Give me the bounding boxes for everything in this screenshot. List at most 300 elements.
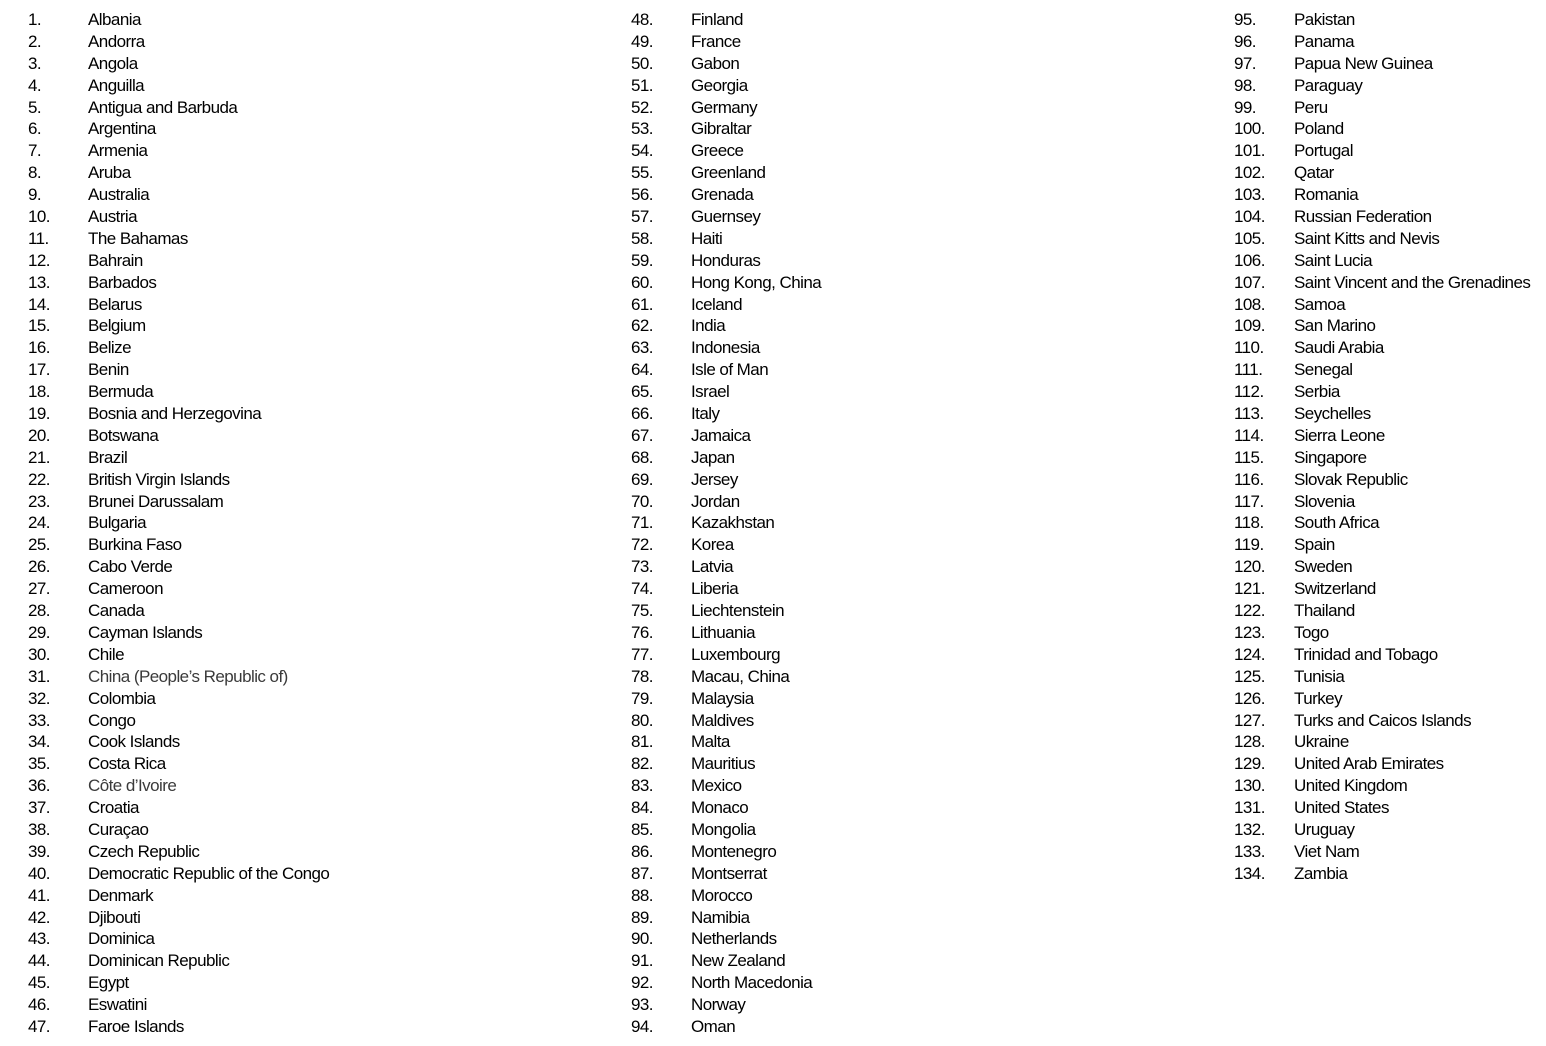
- country-name: Jersey: [691, 469, 738, 489]
- list-item-number: 7.: [28, 141, 42, 161]
- country-name: Guernsey: [691, 207, 761, 227]
- list-item-number: 117.: [1234, 491, 1264, 511]
- country-name: Colombia: [88, 688, 156, 708]
- list-item-number: 125.: [1234, 666, 1265, 686]
- list-item: [631, 578, 821, 600]
- list-item-number: 18.: [28, 382, 50, 402]
- country-name: Luxembourg: [691, 644, 781, 664]
- list-item-number: 95.: [1234, 10, 1256, 29]
- list-item: [28, 994, 329, 1016]
- list-item-number: 108.: [1234, 294, 1265, 314]
- list-item: [28, 294, 329, 316]
- list-item-number: 77.: [631, 644, 653, 664]
- country-name: South Africa: [1294, 513, 1380, 533]
- list-item: [28, 819, 329, 841]
- country-name: Antigua and Barbuda: [88, 97, 238, 117]
- list-item: [631, 162, 821, 184]
- country-name: Barbados: [88, 272, 157, 292]
- country-name: Romania: [1294, 185, 1359, 205]
- list-item-number: 50.: [631, 53, 653, 73]
- list-item: [631, 775, 821, 797]
- country-name: Gabon: [691, 53, 740, 73]
- list-item: [1234, 731, 1530, 753]
- list-item-number: 120.: [1234, 557, 1265, 577]
- list-item: [631, 556, 821, 578]
- country-name: Finland: [691, 10, 743, 29]
- list-item: [1234, 359, 1530, 381]
- list-item: [1234, 381, 1530, 403]
- list-item-number: 130.: [1234, 776, 1265, 796]
- country-name: Israel: [691, 382, 730, 402]
- list-item: [28, 534, 329, 556]
- country-name: North Macedonia: [691, 973, 813, 993]
- list-item: [631, 972, 821, 994]
- list-item-number: 37.: [28, 798, 50, 818]
- list-item-number: 33.: [28, 710, 50, 730]
- country-name: Italy: [691, 404, 720, 424]
- country-name: Viet Nam: [1294, 841, 1360, 861]
- list-item-number: 80.: [631, 710, 653, 730]
- list-item: [1234, 447, 1530, 469]
- list-item-number: 112.: [1234, 382, 1264, 402]
- list-item-number: 29.: [28, 622, 50, 642]
- country-name: Pakistan: [1294, 10, 1355, 29]
- country-name: Cayman Islands: [88, 622, 203, 642]
- list-item: [631, 381, 821, 403]
- list-item-number: 129.: [1234, 754, 1265, 774]
- country-name: Singapore: [1294, 447, 1367, 467]
- list-item-number: 66.: [631, 404, 653, 424]
- list-item: [1234, 337, 1530, 359]
- list-item: [28, 469, 329, 491]
- country-name: Djibouti: [88, 907, 141, 927]
- list-item: [1234, 469, 1530, 491]
- list-item: [1234, 31, 1530, 53]
- list-item-number: 79.: [631, 688, 653, 708]
- country-name: Curaçao: [88, 819, 149, 839]
- list-item-number: 43.: [28, 929, 50, 949]
- list-item: [28, 644, 329, 666]
- list-item-number: 92.: [631, 973, 653, 993]
- country-name: Dominican Republic: [88, 951, 230, 971]
- list-item: [28, 162, 329, 184]
- list-item-number: 60.: [631, 272, 653, 292]
- list-item-number: 61.: [631, 294, 653, 314]
- country-name: Hong Kong, China: [691, 272, 822, 292]
- country-name: Indonesia: [691, 338, 760, 358]
- country-name: India: [691, 316, 726, 336]
- list-item-number: 2.: [28, 31, 42, 51]
- list-item: [631, 315, 821, 337]
- list-item: [631, 841, 821, 863]
- list-item: [631, 907, 821, 929]
- country-name: Zambia: [1294, 863, 1348, 883]
- country-name: Brazil: [88, 447, 128, 467]
- country-name: Portugal: [1294, 141, 1353, 161]
- list-item-number: 49.: [631, 31, 653, 51]
- country-name: Seychelles: [1294, 404, 1371, 424]
- list-item-number: 101.: [1234, 141, 1265, 161]
- list-item-number: 124.: [1234, 644, 1265, 664]
- list-item-number: 68.: [631, 447, 653, 467]
- country-name: Serbia: [1294, 382, 1340, 402]
- country-name: Isle of Man: [691, 360, 769, 380]
- list-item-number: 1.: [28, 10, 42, 29]
- list-item: [1234, 512, 1530, 534]
- list-item-number: 127.: [1234, 710, 1265, 730]
- list-item: [1234, 863, 1530, 885]
- country-name: Botswana: [88, 425, 159, 445]
- list-item: [1234, 403, 1530, 425]
- list-item: [1234, 819, 1530, 841]
- list-item: [28, 381, 329, 403]
- country-list-column-2: [631, 9, 821, 1038]
- country-name: Denmark: [88, 885, 154, 905]
- list-item: [1234, 688, 1530, 710]
- country-name: Saint Vincent and the Grenadines: [1294, 272, 1531, 292]
- country-name: Benin: [88, 360, 129, 380]
- list-item-number: 110.: [1234, 338, 1264, 358]
- list-item: [28, 31, 329, 53]
- list-item-number: 93.: [631, 995, 653, 1015]
- country-name: Faroe Islands: [88, 1016, 184, 1036]
- country-name: Mongolia: [691, 819, 756, 839]
- list-item: [631, 228, 821, 250]
- country-name: Brunei Darussalam: [88, 491, 224, 511]
- list-item: [1234, 53, 1530, 75]
- list-item-number: 32.: [28, 688, 50, 708]
- list-item-number: 67.: [631, 425, 653, 445]
- list-item-number: 35.: [28, 754, 50, 774]
- country-name: Netherlands: [691, 929, 777, 949]
- list-item-number: 25.: [28, 535, 50, 555]
- country-name: Congo: [88, 710, 136, 730]
- list-item: [1234, 556, 1530, 578]
- country-name: Haiti: [691, 228, 723, 248]
- list-item-number: 40.: [28, 863, 50, 883]
- country-name: Gibraltar: [691, 119, 752, 139]
- list-item-number: 20.: [28, 425, 50, 445]
- country-name: Costa Rica: [88, 754, 166, 774]
- list-item: [28, 907, 329, 929]
- country-name: Greenland: [691, 163, 766, 183]
- country-name: Sierra Leone: [1294, 425, 1385, 445]
- list-item-number: 132.: [1234, 819, 1265, 839]
- list-item: [28, 140, 329, 162]
- list-item-number: 105.: [1234, 228, 1265, 248]
- country-name: Slovak Republic: [1294, 469, 1408, 489]
- list-item-number: 131.: [1234, 798, 1265, 818]
- list-item: [1234, 775, 1530, 797]
- list-item: [631, 75, 821, 97]
- list-item: [28, 710, 329, 732]
- country-name: Lithuania: [691, 622, 756, 642]
- country-name: Jordan: [691, 491, 740, 511]
- country-name: Turks and Caicos Islands: [1294, 710, 1472, 730]
- country-name: Tunisia: [1294, 666, 1345, 686]
- country-name: Honduras: [691, 250, 761, 270]
- list-item: [28, 775, 329, 797]
- list-item: [1234, 425, 1530, 447]
- country-name: Côte d’Ivoire: [88, 776, 177, 796]
- country-name: Montenegro: [691, 841, 777, 861]
- list-item-number: 118.: [1234, 513, 1264, 533]
- list-item-number: 99.: [1234, 97, 1256, 117]
- list-item: [631, 600, 821, 622]
- list-item: [631, 140, 821, 162]
- list-item: [631, 53, 821, 75]
- list-item: [631, 337, 821, 359]
- country-name: Mauritius: [691, 754, 756, 774]
- list-item-number: 24.: [28, 513, 50, 533]
- list-item: [631, 512, 821, 534]
- country-name: Albania: [88, 10, 141, 29]
- list-item-number: 15.: [28, 316, 50, 336]
- list-item: [631, 863, 821, 885]
- list-item: [631, 688, 821, 710]
- country-name: Croatia: [88, 798, 139, 818]
- list-item: [631, 118, 821, 140]
- list-item-number: 51.: [631, 75, 653, 95]
- country-name: Bosnia and Herzegovina: [88, 404, 262, 424]
- country-name: Morocco: [691, 885, 753, 905]
- country-name: Saudi Arabia: [1294, 338, 1384, 358]
- list-item-number: 52.: [631, 97, 653, 117]
- country-name: Cameroon: [88, 579, 163, 599]
- country-name: Malaysia: [691, 688, 754, 708]
- list-item-number: 74.: [631, 579, 653, 599]
- country-name: New Zealand: [691, 951, 786, 971]
- list-item-number: 6.: [28, 119, 42, 139]
- list-item: [631, 644, 821, 666]
- list-item: [28, 315, 329, 337]
- list-item-number: 48.: [631, 10, 653, 29]
- list-item: [1234, 753, 1530, 775]
- list-item: [28, 666, 329, 688]
- list-item-number: 54.: [631, 141, 653, 161]
- list-item-number: 109.: [1234, 316, 1265, 336]
- list-item-number: 126.: [1234, 688, 1265, 708]
- list-item: [1234, 644, 1530, 666]
- list-item: [28, 731, 329, 753]
- list-item-number: 14.: [28, 294, 50, 314]
- list-item-number: 87.: [631, 863, 653, 883]
- list-item-number: 45.: [28, 973, 50, 993]
- list-item-number: 133.: [1234, 841, 1265, 861]
- list-item-number: 128.: [1234, 732, 1265, 752]
- list-item: [631, 447, 821, 469]
- list-item-number: 10.: [28, 207, 50, 227]
- country-name: Togo: [1294, 622, 1329, 642]
- list-item-number: 65.: [631, 382, 653, 402]
- list-item: [631, 1016, 821, 1038]
- list-item-number: 94.: [631, 1016, 653, 1036]
- country-name: Kazakhstan: [691, 513, 775, 533]
- list-item: [1234, 250, 1530, 272]
- list-item-number: 116.: [1234, 469, 1264, 489]
- list-item-number: 88.: [631, 885, 653, 905]
- country-name: Australia: [88, 185, 150, 205]
- country-name: Macau, China: [691, 666, 790, 686]
- list-item: [1234, 600, 1530, 622]
- list-item: [1234, 491, 1530, 513]
- list-item: [631, 950, 821, 972]
- list-item: [28, 688, 329, 710]
- list-item: [631, 9, 821, 31]
- list-item-number: 22.: [28, 469, 50, 489]
- list-item: [631, 491, 821, 513]
- country-name: Thailand: [1294, 601, 1355, 621]
- list-item: [1234, 622, 1530, 644]
- list-item-number: 83.: [631, 776, 653, 796]
- list-item: [1234, 118, 1530, 140]
- list-item: [1234, 184, 1530, 206]
- list-item: [28, 797, 329, 819]
- list-item: [631, 819, 821, 841]
- country-name: Slovenia: [1294, 491, 1355, 511]
- country-name: Qatar: [1294, 163, 1334, 183]
- country-name: Bahrain: [88, 250, 143, 270]
- country-name: Aruba: [88, 163, 131, 183]
- list-item-number: 63.: [631, 338, 653, 358]
- list-item: [631, 250, 821, 272]
- country-name: Namibia: [691, 907, 750, 927]
- country-name: Papua New Guinea: [1294, 53, 1433, 73]
- list-item: [1234, 9, 1530, 31]
- country-name: Spain: [1294, 535, 1335, 555]
- country-name: United Arab Emirates: [1294, 754, 1444, 774]
- list-item-number: 69.: [631, 469, 653, 489]
- list-item-number: 104.: [1234, 207, 1265, 227]
- list-item: [631, 928, 821, 950]
- country-name: Monaco: [691, 798, 749, 818]
- list-item: [28, 447, 329, 469]
- country-name: Germany: [691, 97, 758, 117]
- country-name: Norway: [691, 995, 746, 1015]
- list-item-number: 17.: [28, 360, 50, 380]
- list-item-number: 123.: [1234, 622, 1265, 642]
- country-name: Chile: [88, 644, 124, 664]
- list-item-number: 3.: [28, 53, 42, 73]
- list-item-number: 121.: [1234, 579, 1265, 599]
- list-item: [28, 337, 329, 359]
- list-item-number: 56.: [631, 185, 653, 205]
- country-name: Saint Lucia: [1294, 250, 1373, 270]
- list-item: [28, 950, 329, 972]
- list-item-number: 46.: [28, 995, 50, 1015]
- list-item: [631, 622, 821, 644]
- list-item-number: 78.: [631, 666, 653, 686]
- list-item: [1234, 206, 1530, 228]
- country-name: Korea: [691, 535, 734, 555]
- list-item: [1234, 294, 1530, 316]
- country-name: Andorra: [88, 31, 145, 51]
- list-item: [1234, 97, 1530, 119]
- list-item-number: 57.: [631, 207, 653, 227]
- list-item-number: 36.: [28, 776, 50, 796]
- list-item-number: 113.: [1234, 404, 1264, 424]
- list-item-number: 21.: [28, 447, 50, 467]
- country-name: Argentina: [88, 119, 156, 139]
- list-item-number: 30.: [28, 644, 50, 664]
- list-item-number: 85.: [631, 819, 653, 839]
- list-item-number: 84.: [631, 798, 653, 818]
- country-name: Iceland: [691, 294, 742, 314]
- country-name: Angola: [88, 53, 138, 73]
- country-name: Oman: [691, 1016, 736, 1036]
- list-item-number: 59.: [631, 250, 653, 270]
- list-item-number: 71.: [631, 513, 653, 533]
- country-name: Czech Republic: [88, 841, 200, 861]
- list-item-number: 19.: [28, 404, 50, 424]
- country-name: Montserrat: [691, 863, 767, 883]
- country-name: Armenia: [88, 141, 148, 161]
- list-item: [28, 600, 329, 622]
- list-item-number: 47.: [28, 1016, 50, 1036]
- country-name: Trinidad and Tobago: [1294, 644, 1438, 664]
- list-item: [28, 425, 329, 447]
- list-item: [631, 97, 821, 119]
- country-list-column-3: [1234, 9, 1530, 885]
- list-item: [28, 841, 329, 863]
- list-item: [28, 863, 329, 885]
- list-item-number: 96.: [1234, 31, 1256, 51]
- list-item-number: 44.: [28, 951, 50, 971]
- list-item: [28, 75, 329, 97]
- list-item: [28, 491, 329, 513]
- country-name: Uruguay: [1294, 819, 1355, 839]
- list-item-number: 75.: [631, 601, 653, 621]
- country-name: Anguilla: [88, 75, 145, 95]
- list-item-number: 119.: [1234, 535, 1264, 555]
- list-item-number: 62.: [631, 316, 653, 336]
- list-item-number: 103.: [1234, 185, 1265, 205]
- country-name: Ukraine: [1294, 732, 1349, 752]
- list-item: [28, 928, 329, 950]
- list-item: [28, 403, 329, 425]
- list-item-number: 31.: [28, 666, 50, 686]
- country-name: Canada: [88, 601, 145, 621]
- list-item: [28, 972, 329, 994]
- list-item-number: 91.: [631, 951, 653, 971]
- list-item: [28, 97, 329, 119]
- country-name: Cook Islands: [88, 732, 180, 752]
- list-item-number: 26.: [28, 557, 50, 577]
- list-item: [1234, 534, 1530, 556]
- list-item-number: 86.: [631, 841, 653, 861]
- list-item-number: 12.: [28, 250, 50, 270]
- country-name: Burkina Faso: [88, 535, 182, 555]
- country-name: Panama: [1294, 31, 1355, 51]
- list-item-number: 73.: [631, 557, 653, 577]
- list-item: [28, 885, 329, 907]
- country-name: Liberia: [691, 579, 739, 599]
- list-item: [1234, 228, 1530, 250]
- list-item: [1234, 272, 1530, 294]
- list-item: [631, 753, 821, 775]
- list-item-number: 107.: [1234, 272, 1265, 292]
- list-item-number: 53.: [631, 119, 653, 139]
- list-item-number: 114.: [1234, 425, 1264, 445]
- list-item: [631, 666, 821, 688]
- country-name: Bulgaria: [88, 513, 146, 533]
- list-item: [631, 403, 821, 425]
- country-name: Sweden: [1294, 557, 1353, 577]
- list-item: [631, 469, 821, 491]
- list-item-number: 70.: [631, 491, 653, 511]
- list-item: [631, 272, 821, 294]
- list-item-number: 102.: [1234, 163, 1265, 183]
